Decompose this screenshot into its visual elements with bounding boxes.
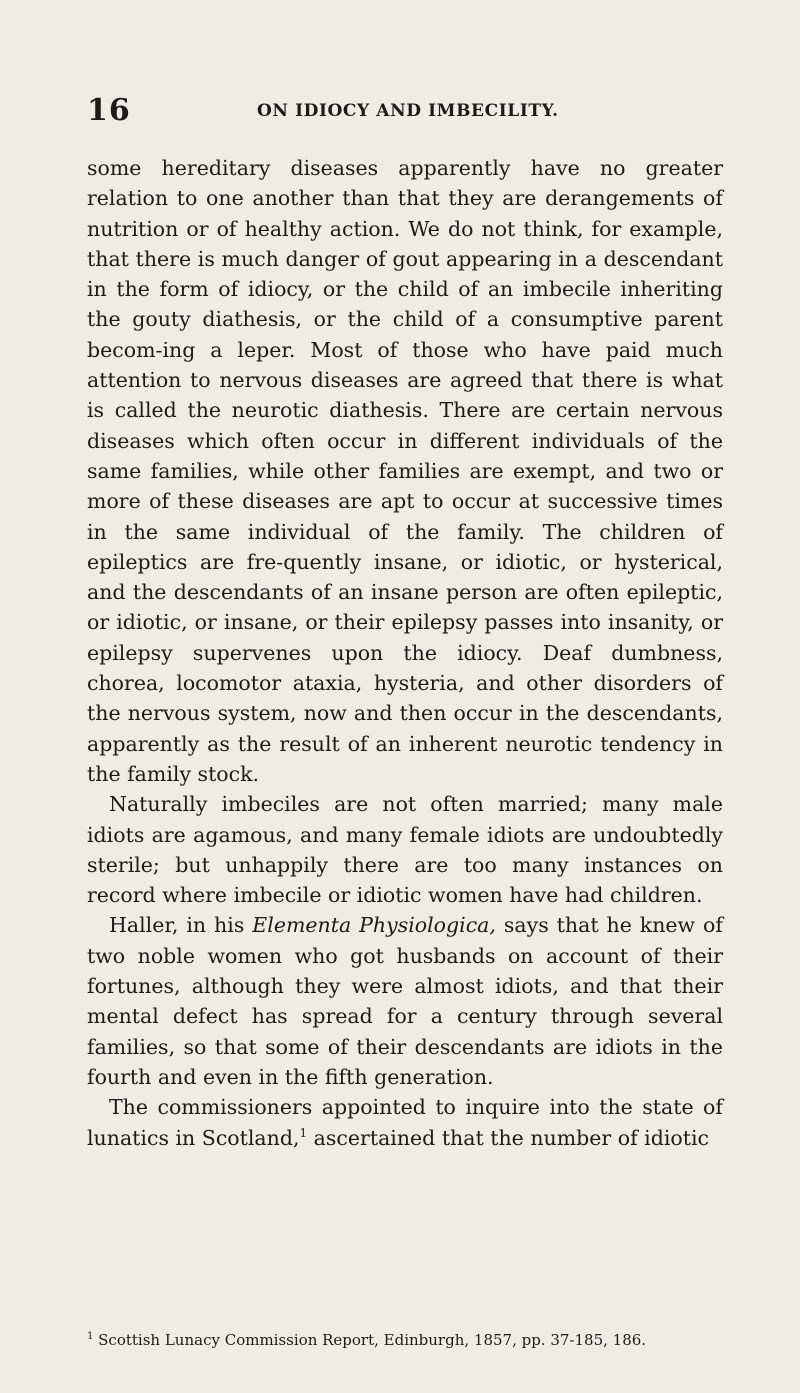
paragraph-3-rest: says that he knew of two noble women who got husbands on account of their fortunes, although they were almost idiots, and that their mental defect has spread for a century through several families, so that some of their descendants are idiots in the fourth and even in the fifth generation. bbox=[87, 913, 723, 1089]
footnote bbox=[87, 1327, 723, 1350]
book-title-elementa: Elementa Physiologica, bbox=[252, 913, 496, 938]
body-text bbox=[87, 153, 723, 1153]
paragraph-4-before: The commissioners appointed to inquire into the state of lunatics in Scotland, bbox=[87, 1095, 723, 1150]
paragraph-4 bbox=[87, 1092, 723, 1153]
paragraph-2: Naturally imbeciles are not often married; many male idiots are agamous, and many female idiots are undoubtedly sterile; but unhappily there are too many instances on record where imbecile or idiotic women have had children. bbox=[87, 792, 723, 908]
footnote-text: Scottish Lunacy Commission Report, Edinburgh, 1857, pp. 37-185, 186. bbox=[98, 1331, 647, 1349]
footnote-mark: 1 bbox=[87, 1331, 94, 1342]
paragraph-4-after: ascertained that the number of idiotic bbox=[313, 1125, 710, 1150]
running-title: ON IDIOCY AND IMBECILITY. bbox=[257, 101, 559, 121]
paragraph-3 bbox=[87, 910, 723, 1092]
page-number: 16 bbox=[87, 93, 131, 128]
paragraph-3-lead: Haller, in his bbox=[109, 913, 245, 938]
page-header bbox=[87, 93, 722, 133]
paragraph-1: some hereditary diseases apparently have no greater relation to one another than that they are derangements of nutrition or of healthy action. We do not think, for example, that there is much danger of gout appearing in a descendant in the form of idiocy, or the child of an imbecile inheriting the gouty diathesis, or the child of a consumptive parent becom-ing a leper. Most of those who have paid much attention to nervous diseases are agreed that there is what is called the neurotic diathesis. There are certain nervous diseases which often occur in different individuals of the same families, while other families are exempt, and two or more of these diseases are apt to occur at successive times in the same individual of the family. The children of epileptics are fre-quently insane, or idiotic, or hysterical, and the descendants of an insane person are often epileptic, or idiotic, or insane, or their epilepsy passes into insanity, or epilepsy supervenes upon the idiocy. Deaf dumbness, chorea, locomotor ataxia, hysteria, and other disorders of the nervous system, now and then occur in the descendants, apparently as the result of an inherent neurotic tendency in the family stock. bbox=[87, 156, 723, 786]
footnote-reference: 1 bbox=[299, 1125, 308, 1140]
